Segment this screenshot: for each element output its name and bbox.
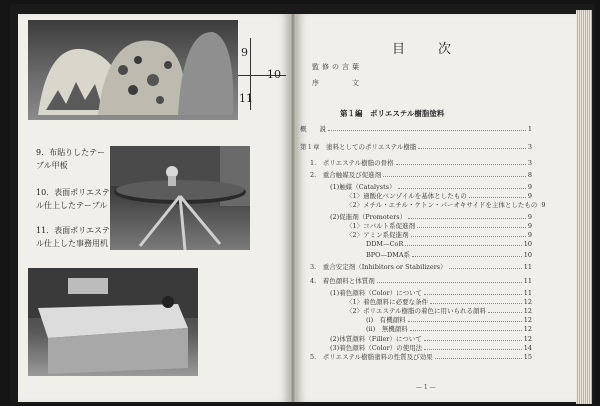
toc-entry xyxy=(346,230,532,239)
page-number: — 1 — xyxy=(416,384,436,391)
toc-entry-label: 〈1〉コバルト系促進剤 xyxy=(346,222,416,230)
toc-entry-page: 9 xyxy=(527,213,532,221)
toc-entry-page: 9 xyxy=(527,183,532,191)
toc-entry-page: 11 xyxy=(523,289,532,297)
toc-leader-dots xyxy=(418,148,525,149)
toc-title: 目 次 xyxy=(392,42,462,57)
toc-entry xyxy=(310,262,532,271)
toc-entry-label: BPO—DMA系 xyxy=(366,251,411,259)
toc-entry xyxy=(366,250,532,259)
toc-leader-dots xyxy=(430,303,522,304)
caption-fig-11: 11．表面ポリエステル仕上した事務用机 xyxy=(36,226,110,248)
toc-leader-dots xyxy=(488,312,522,313)
toc-entry-label: (i) 有機顔料 xyxy=(366,316,406,324)
toc-entry-label: (1)触媒（Catalysts） xyxy=(330,183,396,191)
toc-entry xyxy=(346,297,532,306)
toc-entry-label: 〈2〉ポリエステル樹脂の着色に用いられる顔料 xyxy=(346,307,487,315)
toc-leader-dots xyxy=(449,268,522,269)
toc-entry xyxy=(310,352,532,361)
toc-entry-label: DDM—CoR xyxy=(366,240,404,248)
toc-entry xyxy=(366,315,532,324)
toc-leader-dots xyxy=(411,236,526,237)
toc-leader-dots xyxy=(396,164,526,165)
toc-leader-dots xyxy=(424,340,522,341)
caption-fig-10: 10．表面ポリエステル仕上したテーブル xyxy=(36,188,110,210)
toc-entry-page: 14 xyxy=(523,344,532,352)
photo-polyester-desk xyxy=(28,268,198,376)
toc-entry xyxy=(366,324,532,333)
toc-entry-page: 11 xyxy=(523,263,532,271)
toc-leader-dots xyxy=(408,218,526,219)
toc-entry xyxy=(300,124,532,133)
toc-preface-a: 監修の言葉 xyxy=(312,63,362,71)
toc-entry xyxy=(310,276,532,285)
toc-leader-dots xyxy=(435,358,522,359)
toc-entry-page: 1 xyxy=(527,125,532,133)
toc-entry xyxy=(330,212,532,221)
toc-entry-label: (1)着色顔料（Color）について xyxy=(330,289,423,297)
toc-entry xyxy=(330,288,532,297)
toc-part-1: 第１編 ポリエステル樹脂塗料 xyxy=(340,109,445,118)
toc-entry xyxy=(366,240,532,248)
toc-entry-label: 〈1〉過酸化ベンゾイルを基体としたもの xyxy=(346,192,467,200)
toc-leader-dots xyxy=(328,130,526,131)
toc-entry-label: 4. 着色顔料と体質剤 xyxy=(310,277,375,285)
toc-entry xyxy=(346,306,532,315)
toc-entry xyxy=(330,182,532,191)
toc-entry-label: (2)体質顔料（Filler）について xyxy=(330,335,422,343)
toc-leader-dots xyxy=(412,256,522,257)
toc-entry-label: 〈1〉着色顔料に必要な条件 xyxy=(346,298,429,306)
photo-fabric-tables xyxy=(28,20,238,120)
toc-leader-dots xyxy=(417,227,526,228)
toc-leader-dots xyxy=(408,321,522,322)
figure-number-9: 9 xyxy=(241,46,248,59)
toc-entry-page: 15 xyxy=(523,353,532,361)
figure-number-11: 11 xyxy=(239,92,253,105)
toc-leader-dots xyxy=(398,188,526,189)
fabric-table-tops-image xyxy=(28,20,238,120)
toc-entry-page: 8 xyxy=(527,171,532,179)
toc-entry-page: 10 xyxy=(523,240,532,248)
office-desk-image xyxy=(28,268,198,376)
toc-leader-dots xyxy=(405,245,521,246)
toc-entry-label: (2)促進剤（Promoters） xyxy=(330,213,407,221)
round-table-image xyxy=(110,146,250,250)
toc-leader-dots xyxy=(383,176,526,177)
toc-entry-label: (ii) 無機顔料 xyxy=(366,325,408,333)
toc-entry-page: 3 xyxy=(527,159,532,167)
toc-leader-dots xyxy=(377,282,522,283)
toc-leader-dots xyxy=(424,294,522,295)
toc-leader-dots xyxy=(469,197,526,198)
toc-entry-page: 10 xyxy=(523,251,532,259)
toc-entry-label: 5. ポリエステル樹脂塗料の性質及び効果 xyxy=(310,353,433,361)
toc-entry-label: 第１章 塗料としてのポリエステル樹脂 xyxy=(300,143,417,151)
figure-number-10: 10 xyxy=(267,68,281,81)
toc-entry-page: 9 xyxy=(527,192,532,200)
toc-entry xyxy=(346,221,532,230)
toc-entry-page: 11 xyxy=(523,277,532,285)
toc-entry-page: 12 xyxy=(523,335,532,343)
toc-entry-page: 3 xyxy=(527,143,532,151)
caption-fig-9: 9．布貼りしたテーブル甲板 xyxy=(36,148,106,170)
toc-entry-label: 2. 重合触媒及び促進剤 xyxy=(310,171,382,179)
toc-entry xyxy=(330,343,532,352)
toc-leader-dots xyxy=(410,330,522,331)
photo-polyester-table xyxy=(110,146,250,250)
toc-entry-page: 12 xyxy=(523,307,532,315)
toc-entry-page: 9 xyxy=(541,201,546,209)
toc-entry-label: 〈2〉メチル・エチル・ケトン・パーオキサイドを主体としたもの xyxy=(346,201,538,209)
toc-entry-page: 12 xyxy=(523,298,532,306)
toc-entry xyxy=(346,191,532,200)
toc-entry-page: 9 xyxy=(527,231,532,239)
toc-entry-label: 〈2〉アミン系促進剤 xyxy=(346,231,409,239)
toc-entry-page: 9 xyxy=(527,222,532,230)
toc-entry xyxy=(310,170,532,179)
toc-entry-label: 1. ポリエステル樹脂の骨格 xyxy=(310,159,394,167)
page-edges xyxy=(576,10,592,404)
toc-entry xyxy=(300,142,532,151)
toc-entry xyxy=(310,158,532,167)
toc-entry-label: 概 説 xyxy=(300,125,326,133)
toc-preface-b: 序 文 xyxy=(312,79,362,87)
toc-entry-page: 12 xyxy=(523,316,532,324)
toc-entry xyxy=(346,200,546,209)
toc-entry xyxy=(330,334,532,343)
toc-leader-dots xyxy=(424,349,522,350)
toc-entry-label: 3. 重合安定剤（Inhibitors or Stabilizers） xyxy=(310,263,447,271)
toc-entry-label: (3)着色顔料（Color）の使用法 xyxy=(330,344,423,352)
toc-entry-page: 12 xyxy=(523,325,532,333)
